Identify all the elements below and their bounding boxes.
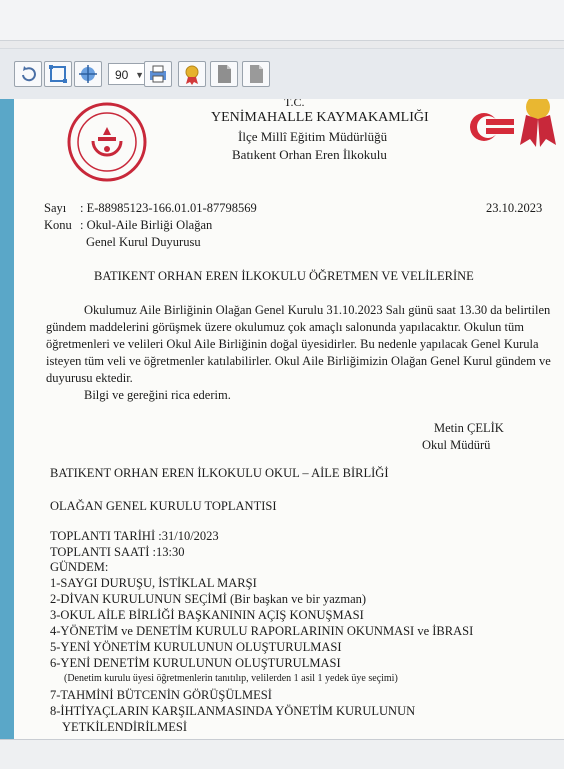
sayi-value: : E-88985123-166.01.01-87798569 [80, 201, 257, 215]
header-mudurluk: İlçe Millî Eğitim Müdürlüğü [238, 129, 388, 144]
paragraph-line: öğretmenleri ve velileri Okul Aile Birliğinin doğal üyesidirler. Bu nedenle yapılacak Genel Kurula [46, 337, 539, 351]
certificate-icon[interactable] [178, 61, 206, 87]
rotate-icon[interactable] [14, 61, 42, 87]
zoom-select[interactable] [108, 63, 148, 85]
attachment-org: BATIKENT ORHAN EREN İLKOKULU OKUL – AİLE BİRLİĞİ [50, 466, 389, 480]
window-top-area [0, 0, 564, 41]
paragraph-line: gündem maddelerini görüşmek üzere okulumuz çok amaçlı salonunda yapılacaktır. Okulun tüm [46, 320, 524, 334]
konu-line-2: Genel Kurul Duyurusu [86, 235, 201, 249]
addressee: BATIKENT ORHAN EREN İLKOKULU ÖĞRETMEN VE VELİLERİNE [94, 269, 474, 283]
signer-title: Okul Müdürü [422, 438, 491, 452]
bottom-status-area [0, 739, 564, 769]
agenda-item: YETKİLENDİRİLMESİ [62, 720, 187, 734]
turkiye-yuzyili-logo [466, 107, 516, 147]
meeting-time: TOPLANTI SAATİ :13:30 [50, 545, 185, 559]
agenda-item: 4-YÖNETİM ve DENETİM KURULU RAPORLARININ OKUNMASI ve İBRASI [50, 624, 474, 638]
fit-width-icon[interactable] [74, 61, 102, 87]
print-icon[interactable] [144, 61, 172, 87]
agenda-item: 1-SAYGI DURUŞU, İSTİKLAL MARŞI [50, 576, 257, 590]
agenda-item: 3-OKUL AİLE BİRLİĞİ BAŞKANININ AÇIŞ KONUŞMASI [50, 608, 364, 622]
paragraph-line: isteyen tüm veli ve öğretmenler katılabilirler. Okul Aile Birliğimizin Olağan Genel Kurul gündem ve [46, 354, 551, 368]
ministry-seal-logo [66, 101, 148, 183]
agenda-item: 8-İHTİYAÇLARIN KARŞILANMASINDA YÖNETİM KURULUNUN [50, 704, 416, 718]
agenda-item: 6-YENİ DENETİM KURULUNUN OLUŞTURULMASI [50, 656, 341, 670]
agenda-title: GÜNDEM: [50, 560, 109, 574]
konu-line-1: : Okul-Aile Birliği Olağan [80, 218, 213, 232]
document-date: 23.10.2023 [486, 201, 543, 215]
document-alt-icon[interactable] [242, 61, 270, 87]
closing-line: Bilgi ve gereğini rica ederim. [84, 388, 231, 402]
pdf-toolbar [0, 48, 564, 100]
sayi-label: Sayı [44, 201, 67, 215]
paragraph-line: Okulumuz Aile Birliğinin Olağan Genel Kurulu 31.10.2023 Salı günü saat 13.30 da belirtilen [84, 303, 551, 317]
chevron-down-icon: ▼ [135, 70, 144, 80]
award-ribbon-icon [514, 99, 564, 153]
agenda-item: 2-DİVAN KURULUNUN SEÇİMİ (Bir başkan ve bir yazman) [50, 592, 367, 606]
document-page [14, 99, 564, 739]
paragraph-line: duyurusu ektedir. [46, 371, 133, 385]
header-kaymakamlik: YENİMAHALLE KAYMAKAMLIĞI [211, 110, 429, 125]
attachment-meeting: OLAĞAN GENEL KURULU TOPLANTISI [50, 499, 277, 513]
agenda-item: 5-YENİ YÖNETİM KURULUNUN OLUŞTURULMASI [50, 640, 342, 654]
konu-label: Konu [44, 218, 72, 232]
fit-page-icon[interactable] [44, 61, 72, 87]
left-sidebar-strip [0, 99, 14, 739]
agenda-item: 7-TAHMİNİ BÜTCENİN GÖRÜŞÜLMESİ [50, 688, 272, 702]
agenda-note: (Denetim kurulu üyesi öğretmenlerin tanıtılıp, velilerden 1 asil 1 yedek üye seçimi) [64, 673, 398, 684]
signer-name: Metin ÇELİK [434, 421, 504, 435]
header-okul: Batıkent Orhan Eren İlkokulu [232, 147, 387, 162]
document-icon[interactable] [210, 61, 238, 87]
zoom-value: 90 [115, 68, 129, 82]
header-tc: T.C. [284, 99, 305, 109]
meeting-date: TOPLANTI TARİHİ :31/10/2023 [50, 529, 219, 543]
